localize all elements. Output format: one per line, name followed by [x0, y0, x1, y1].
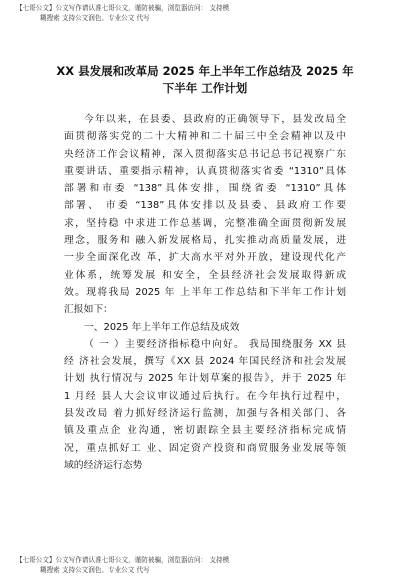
document-title — [40, 63, 370, 97]
paragraph-line: 面贯彻落实党的二十大精神和二十届三中全会精神以及中 — [64, 131, 346, 143]
paragraph-line: 域的经济运行态势 — [64, 459, 143, 471]
title-line-2: 下半年 工作计划 — [162, 81, 248, 95]
paragraph-line: 汇报如下： — [64, 304, 113, 316]
paragraph-line: 业体系，统筹发展 和安全，全县经济社会发展取得新成 — [64, 269, 346, 281]
paragraph-line: 效。现将我局 2025 年 上半年工作总结和下半年工作计划 — [64, 286, 346, 298]
footer-line-1: 【七哥公文】公文写作请认准七哥公文，谨防被骗，浏览器访问： 支持模 — [16, 556, 230, 564]
paragraph-line: 经 济社会发展，撰写《XX 县 2024 年国民经济和社会发展 — [64, 356, 346, 368]
paragraph-line: （ 一 ）主要经济指标稳中向好。 我局围绕服务 XX 县 — [84, 338, 346, 350]
paragraph-line: 央经济工作会议精神，深入贯彻落实总书记总书记视察广东 — [64, 148, 346, 160]
section-heading: 一、2025 年上半年工作总结及成效 — [84, 321, 240, 333]
paragraph-line: 镇及重点企 业沟通，密切跟踪全县主要经济指标完成情 — [64, 425, 346, 437]
paragraph-line: 一步全面深化改 革，扩大高水平对外开放，建设现代化产 — [64, 252, 346, 264]
paragraph-line: 县发改局 着力抓好经济运行监测，加强与各相关部门、各 — [64, 408, 346, 420]
footer-banner — [0, 555, 410, 575]
paragraph-line: 1 月经 县人大会议审议通过后执行。在今年执行过程中， — [64, 390, 346, 402]
document-body — [64, 111, 346, 474]
paragraph-line: 今年以来，在县委、县政府的正确领导下，县发改局全 — [84, 114, 346, 125]
footer-line-2: 糊搜索 支持公文润色、专业公文 代写 — [40, 566, 150, 574]
paragraph-line: 部署、 市委 “138”具体安排以及县委、县政府工作要 — [64, 200, 346, 212]
paragraph-line: 重要讲话、重要指示精神，认真贯彻落实省委 “1310”具体 — [64, 165, 346, 177]
paragraph-line: 部署和市委 “138”具体安排，围绕省委 “1310”具体 — [64, 183, 346, 195]
paragraph-line: 理念，服务和 融入新发展格局，扎实推动高质量发展，进 — [64, 235, 346, 247]
header-line-2: 糊搜索 支持公文润色、专业公文 代写 — [40, 14, 150, 22]
header-line-1: 【七哥公文】公文写作请认准七哥公文，谨防被骗，浏览器访问： 支持模 — [16, 4, 230, 12]
paragraph-line: 况，重点抓好工 业、固定资产投资和商贸服务业发展等领 — [64, 442, 346, 454]
header-banner — [0, 3, 410, 23]
title-line-1: XX 县发展和改革局 2025 年上半年工作总结及 2025 年 — [56, 64, 354, 78]
paragraph-line: 计划 执行情况与 2025 年计划草案的报告》，并于 2025 年 — [64, 373, 346, 385]
paragraph-line: 求，坚持稳 中求进工作总基调，完整准确全面贯彻新发展 — [64, 217, 346, 229]
